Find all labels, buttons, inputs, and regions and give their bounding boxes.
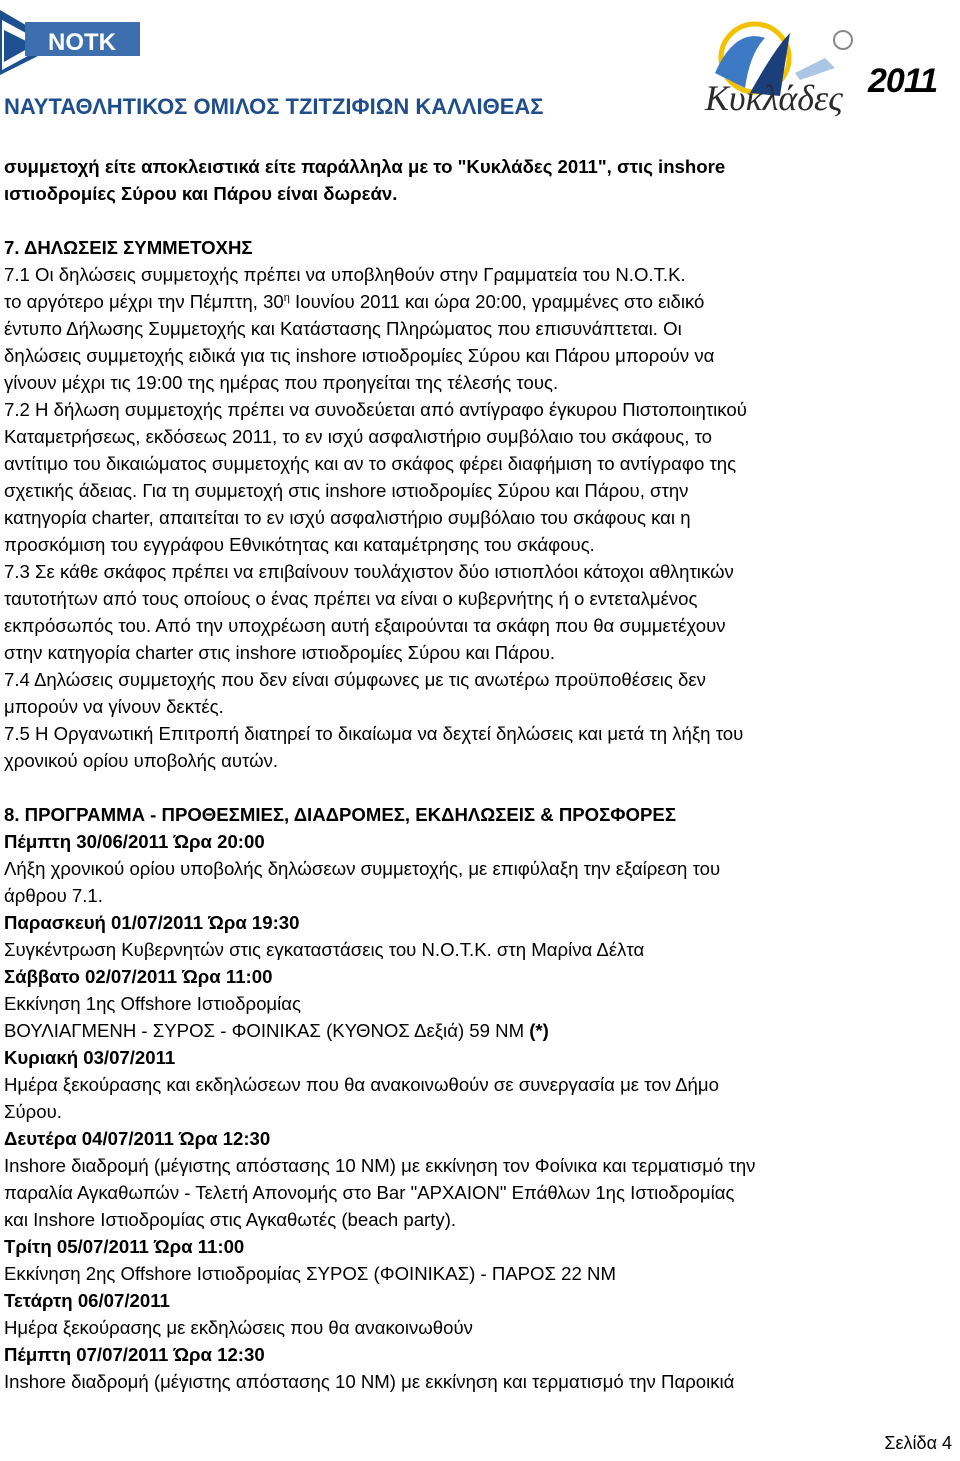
paragraph-line: Καταμετρήσεως, εκδόσεως 2011, το εν ισχύ ασφαλιστήριο συμβόλαιο του σκάφους, το (4, 426, 713, 447)
schedule-line: και Inshore Ιστιοδρομίας στις Αγκαθωτές (beach party). (4, 1209, 457, 1230)
paragraph-line: 7.1 Οι δηλώσεις συμμετοχής πρέπει να υποβληθούν στην Γραμματεία του Ν.Ο.Τ.Κ. (4, 264, 686, 285)
paragraph-line: δηλώσεις συμμετοχής ειδικά για τις inshore ιστιοδρομίες Σύρου και Πάρου μπορούν να (4, 345, 715, 366)
section-8-heading: 8. ΠΡΟΓΡΑΜΜΑ - ΠΡΟΘΕΣΜΙΕΣ, ΔΙΑΔΡΟΜΕΣ, ΕΚΔΗΛΩΣΕΙΣ & ΠΡΟΣΦΟΡΕΣ (4, 804, 676, 825)
paragraph-line: εκπρόσωπός του. Από την υποχρέωση αυτή εξαιρούνται τα σκάφη που θα συμμετέχουν (4, 615, 726, 636)
schedule-date: Τρίτη 05/07/2011 Ώρα 11:00 (4, 1236, 245, 1257)
schedule-line: άρθρου 7.1. (4, 885, 103, 906)
schedule-date: Τετάρτη 06/07/2011 (4, 1290, 170, 1311)
schedule-date: Δευτέρα 04/07/2011 Ώρα 12:30 (4, 1128, 271, 1149)
intro-line: συμμετοχή είτε αποκλειστικά είτε παράλληλα με το "Κυκλάδες 2011", στις inshore (4, 156, 726, 177)
schedule-line: Εκκίνηση 2ης Offshore Ιστιοδρομίας ΣΥΡΟΣ (ΦΟΙΝΙΚΑΣ) - ΠΑΡΟΣ 22 ΝΜ (4, 1263, 616, 1284)
paragraph-line: προσκόμιση του εγγράφου Εθνικότητας και καταμέτρησης του σκάφους. (4, 534, 595, 555)
paragraph-line: χρονικού ορίου υποβολής αυτών. (4, 750, 279, 771)
paragraph-line: 7.2 Η δήλωση συμμετοχής πρέπει να συνοδεύεται από αντίγραφο έγκυρου Πιστοποιητικού (4, 399, 747, 420)
schedule-date: Πέμπτη 07/07/2011 Ώρα 12:30 (4, 1344, 265, 1365)
schedule-date: Παρασκευή 01/07/2011 Ώρα 19:30 (4, 912, 300, 933)
notk-logo-text: NOTK (48, 29, 116, 56)
paragraph-line: το αργότερο μέχρι την Πέμπτη, $30^\eta$ Ιουνίου 2011 και ώρα 20:00, γραμμένες στο ειδικό (4, 291, 705, 312)
kyklades-logo (695, 18, 865, 118)
paragraph-line: κατηγορία charter, απαιτείται το εν ισχύ ασφαλιστήριο συμβόλαιο του σκάφους και η (4, 507, 691, 528)
schedule-line: Λήξη χρονικού ορίου υποβολής δηλώσεων συμμετοχής, με επιφύλαξη την εξαίρεση του (4, 858, 721, 879)
schedule-line: Ημέρα ξεκούρασης με εκδηλώσεις που θα ανακοινωθούν (4, 1317, 473, 1338)
page-number: Σελίδα 4 (884, 1433, 952, 1453)
paragraph-line: μπορούν να γίνουν δεκτές. (4, 696, 224, 717)
schedule-date: Κυριακή 03/07/2011 (4, 1047, 176, 1068)
schedule-line: Σύρου. (4, 1101, 62, 1122)
schedule-line: παραλία Αγκαθωπών - Τελετή Απονομής στο Bar "ΑΡΧΑΙΟΝ" Επάθλων 1ης Ιστιοδρομίας (4, 1182, 735, 1203)
paragraph-line: σχετικής άδειας. Για τη συμμετοχή στις inshore ιστιοδρομίες Σύρου και Πάρου, στην (4, 480, 689, 501)
logo-year: 2011 (868, 62, 938, 100)
kyklades-logo-text: Κυκλάδες (705, 78, 843, 118)
notk-logo (0, 0, 170, 80)
schedule-line: Ημέρα ξεκούρασης και εκδηλώσεων που θα ανακοινωθούν σε συνεργασία με τον Δήμο (4, 1074, 719, 1095)
paragraph-line: στην κατηγορία charter στις inshore ιστιοδρομίες Σύρου και Πάρου. (4, 642, 556, 663)
intro-line: ιστιοδρομίες Σύρου και Πάρου είναι δωρεάν. (4, 183, 398, 204)
paragraph-line: 7.4 Δηλώσεις συμμετοχής που δεν είναι σύμφωνες με τις ανωτέρω προϋποθέσεις δεν (4, 669, 706, 690)
schedule-line: Inshore διαδρομή (μέγιστης απόστασης 10 ΝΜ) με εκκίνηση τον Φοίνικα και τερματισμό την (4, 1155, 756, 1176)
document-body (4, 153, 954, 1395)
schedule-line: Inshore διαδρομή (μέγιστης απόστασης 10 ΝΜ) με εκκίνηση και τερματισμό την Παροικιά (4, 1371, 735, 1392)
schedule-line: Εκκίνηση 1ης Offshore Ιστιοδρομίας (4, 993, 301, 1014)
club-name: ΝΑΥΤΑΘΛΗΤΙΚΟΣ ΟΜΙΛΟΣ ΤΖΙΤΖΙΦΙΩΝ ΚΑΛΛΙΘΕΑΣ (4, 94, 544, 119)
paragraph-line: γίνουν μέχρι τις 19:00 της ημέρας που προηγείται της τέλεσής τους. (4, 372, 559, 393)
schedule-date: Σάββατο 02/07/2011 Ώρα 11:00 (4, 966, 273, 987)
paragraph-line: 7.3 Σε κάθε σκάφος πρέπει να επιβαίνουν τουλάχιστον δύο ιστιοπλόοι κάτοχοι αθλητικών (4, 561, 734, 582)
paragraph-line: ταυτοτήτων από τους οποίους ο ένας πρέπει να είναι ο κυβερνήτης ή ο εντεταλμένος (4, 588, 698, 609)
section-7-heading: 7. ΔΗΛΩΣΕΙΣ ΣΥΜΜΕΤΟΧΗΣ (4, 237, 253, 258)
schedule-line: ΒΟΥΛΙΑΓΜΕΝΗ - ΣΥΡΟΣ - ΦΟΙΝΙΚΑΣ (ΚΥΘΝΟΣ Δεξιά) 59 ΝΜ (*) (4, 1020, 549, 1041)
paragraph-line: έντυπο Δήλωσης Συμμετοχής και Κατάστασης Πληρώματος που επισυνάπτεται. Οι (4, 318, 682, 339)
schedule-date: Πέμπτη 30/06/2011 Ώρα 20:00 (4, 831, 265, 852)
paragraph-line: αντίτιμο του δικαιώματος συμμετοχής και αν το σκάφος φέρει διαφήμιση το αντίγραφο της (4, 453, 737, 474)
schedule-line: Συγκέντρωση Κυβερνητών στις εγκαταστάσεις του Ν.Ο.Τ.Κ. στη Μαρίνα Δέλτα (4, 939, 645, 960)
paragraph-line: 7.5 Η Οργανωτική Επιτροπή διατηρεί το δικαίωμα να δεχτεί δηλώσεις και μετά τη λήξη του (4, 723, 744, 744)
